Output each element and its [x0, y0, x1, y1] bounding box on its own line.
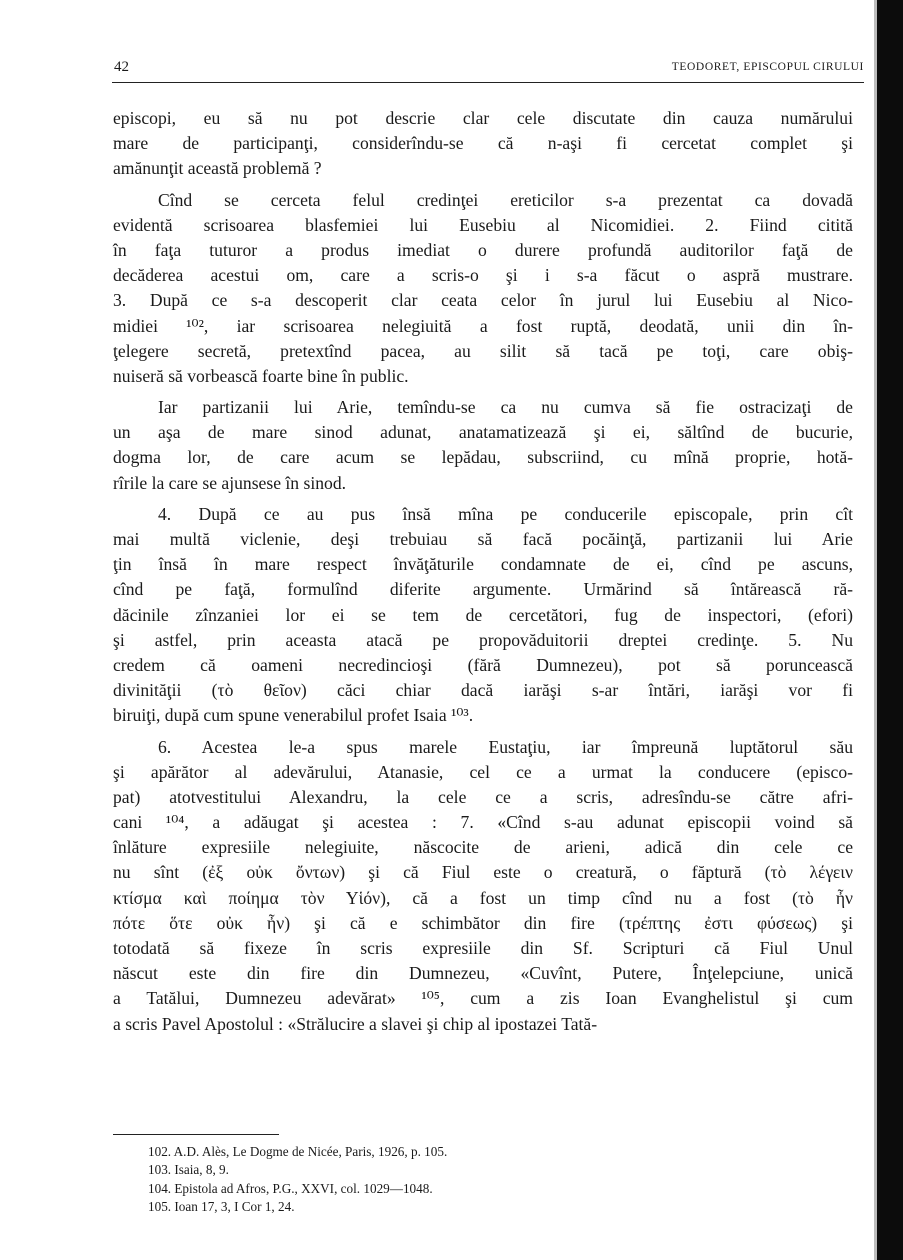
text-line: rîrile la care se ajunsese în sinod. [113, 472, 347, 493]
text-line: a scris Pavel Apostolul : «Strălucire a slavei şi chip al ipostazei Tată- [113, 1013, 598, 1034]
paragraph [113, 735, 853, 1037]
body-text [113, 106, 853, 1037]
footnote: 102. A.D. Alès, Le Dogme de Nicée, Paris, 1926, p. 105. [148, 1144, 448, 1159]
text-line: şi apărător al adevărului, Atanasie, cel ce a urmat la conducere (episco- [113, 761, 853, 782]
text-line: amănunţit această problemă ? [113, 158, 322, 179]
text-line: decăderea acestui om, care a scris-o şi i s-a făcut o aspră mustrare. [113, 265, 853, 286]
paragraph [113, 502, 853, 729]
page-number: 42 [114, 59, 129, 75]
footnote: 103. Isaia, 8, 9. [148, 1162, 229, 1178]
text-line: 6. Acestea le-a spus marele Eustaţiu, iar împreună luptătorul său [158, 736, 853, 757]
text-line: dăcinile zînzaniei lor ei se tem de cercetători, fug de inspectori, (efori) [113, 604, 853, 625]
text-line: mare de participanţi, considerîndu-se că n-aşi fi cercetat complet şi [113, 133, 853, 154]
footnote: 105. Ioan 17, 3, I Cor 1, 24. [148, 1199, 295, 1215]
text-line: ţin însă în mare respect învăţăturile condamnate de ei, cînd pe ascuns, [113, 554, 853, 575]
text-line: 3. După ce s-a descoperit clar ceata celor în jurul lui Eusebiu al Nico- [113, 290, 853, 311]
text-line: născut este din fire din Dumnezeu, «Cuvînt, Putere, Înţelepciune, unică [113, 963, 853, 984]
text-line: şi astfel, prin aceasta atacă pe propovăduitorii dreptei credinţe. 5. Nu [113, 629, 853, 650]
text-line: Cînd se cerceta felul credinţei ereticilor s-a prezentat ca dovadă [158, 189, 853, 210]
text-line: dogma lor, de care acum se lepădau, subscriind, cu mînă proprie, hotă- [113, 447, 853, 468]
text-line: credem că oameni necredincioşi (fără Dumnezeu), pot să poruncească [113, 654, 853, 675]
text-line: mai multă viclenie, deşi trebuiau să facă pocăinţă, partizanii lui Arie [113, 529, 853, 549]
text-line: totodată să fixeze în scris expresiile din Sf. Scripturi că Fiul Unul [113, 938, 853, 958]
text-line: 4. După ce au pus însă mîna pe conducerile episcopale, prin cît [158, 503, 853, 524]
footnotes [148, 1143, 788, 1217]
paragraph [113, 188, 853, 390]
text-line: în faţa tuturor a produs imediat o durere profundă auditorilor faţă de [113, 239, 853, 260]
text-line: midiei ¹⁰², iar scrisoarea nelegiuită a fost ruptă, deodată, unii din în- [113, 315, 853, 336]
text-line: biruiţi, după cum spune venerabilul profet Isaia ¹⁰³. [113, 705, 474, 726]
paragraph [113, 106, 853, 182]
text-line: înlăture expresiile nelegiuite, născocite de arieni, adică din cele ce [113, 837, 853, 858]
page-header [112, 58, 864, 83]
text-line: a Tatălui, Dumnezeu adevărat» ¹⁰⁵, cum a zis Ioan Evanghelistul şi cum [113, 988, 853, 1009]
running-head: TEODORET, EPISCOPUL CIRULUI [671, 61, 864, 73]
scan-edge-border [877, 0, 903, 1260]
text-line: cînd pe faţă, formulînd diferite argumente. Urmărind să întărească ră- [113, 579, 853, 600]
paragraph [113, 395, 853, 496]
text-line: κτίσμα καὶ ποίημα τὸν Υἱόν), că a fost un timp cînd nu a fost (τὸ ἦν [113, 887, 853, 908]
text-line: episcopi, eu să nu pot descrie clar cele discutate din cauza numărului [113, 108, 853, 128]
text-line: πότε ὅτε οὐκ ἦν) şi că e schimbător din fire (τρέπτης ἐστι φύσεως) şi [113, 912, 853, 933]
text-line: Iar partizanii lui Arie, temîndu-se ca nu cumva să fie ostracizaţi de [158, 397, 853, 418]
text-line: divinităţii (τὸ θεῖον) căci chiar dacă iarăşi s-ar întări, iarăşi vor fi [113, 680, 853, 701]
text-line: pat) atotvestitului Alexandru, la cele ce a scris, adresîndu-se către afri- [113, 786, 853, 807]
text-line: evidentă scrisoarea blasfemiei lui Eusebiu al Nicomidiei. 2. Fiind citită [113, 214, 853, 235]
text-line: ţelegere secretă, pretextînd pacea, au silit să tacă pe toţi, care obiş- [113, 340, 853, 361]
text-line: un aşa de mare sinod adunat, anatamatizează şi ei, săltînd de bucurie, [113, 422, 853, 443]
footnote: 104. Epistola ad Afros, P.G., XXVI, col. 1029—1048. [148, 1180, 433, 1196]
text-line: nu sînt (ἐξ οὐκ ὄντων) şi că Fiul este o creatură, o făptură (τὸ λέγειν [113, 862, 853, 883]
text-line: cani ¹⁰⁴, a adăugat şi acestea : 7. «Cînd s-au adunat episcopii voind să [113, 812, 853, 833]
text-line: nuiseră să vorbească foarte bine în public. [113, 365, 409, 386]
footnote-separator [113, 1134, 279, 1135]
